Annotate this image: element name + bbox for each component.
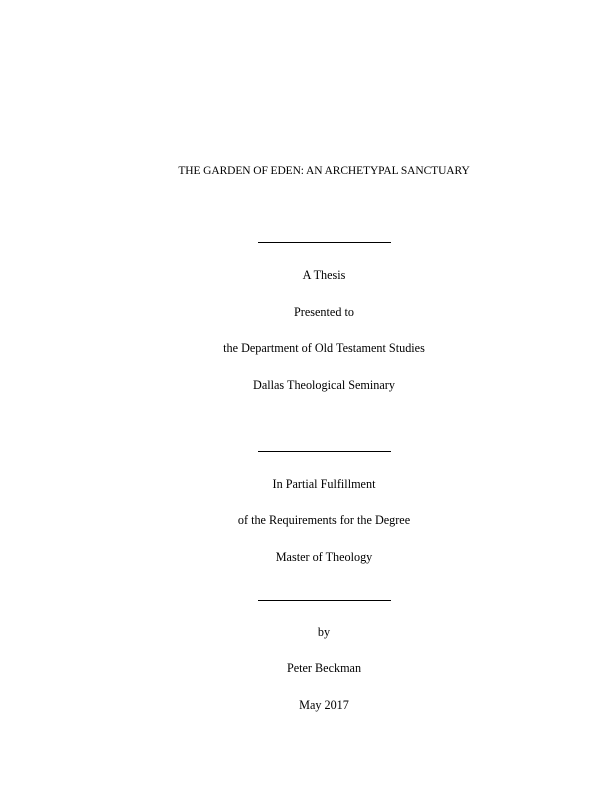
department-name: the Department of Old Testament Studies xyxy=(223,341,425,355)
divider-rule-1 xyxy=(258,242,391,243)
seminary-name: Dallas Theological Seminary xyxy=(253,378,395,392)
requirements-text: of the Requirements for the Degree xyxy=(237,513,411,527)
partial-fulfillment-text: In Partial Fulfillment xyxy=(272,477,376,491)
by-text: by xyxy=(317,625,331,639)
author-name: Peter Beckman xyxy=(286,661,362,675)
degree-name: Master of Theology xyxy=(275,550,373,564)
thesis-title: THE GARDEN OF EDEN: AN ARCHETYPAL SANCTUARY xyxy=(178,165,470,177)
thesis-label: A Thesis xyxy=(302,268,346,282)
presented-to-text: Presented to xyxy=(294,305,354,319)
divider-rule-2 xyxy=(258,451,391,452)
divider-rule-3 xyxy=(258,600,391,601)
submission-date: May 2017 xyxy=(299,698,349,712)
